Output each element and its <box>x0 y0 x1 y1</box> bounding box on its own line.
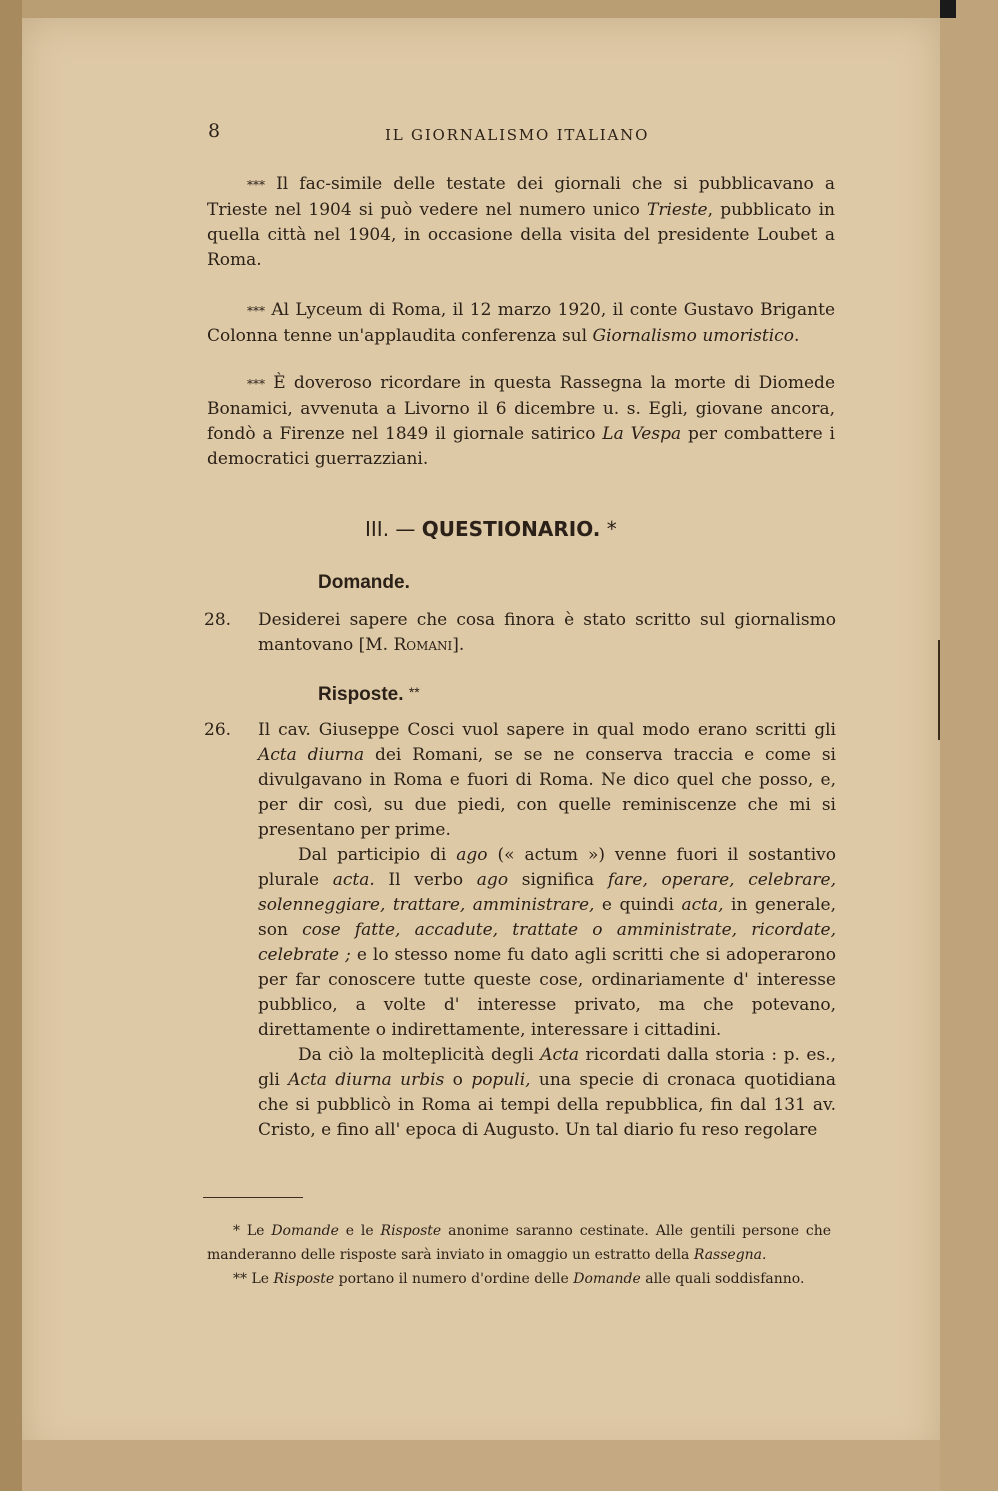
scan-edge-top <box>0 0 998 20</box>
running-title: IL GIORNALISMO ITALIANO <box>385 126 650 144</box>
domande-heading: Domande. <box>318 572 410 593</box>
paragraph-bonamici: *** È doveroso ricordare in questa Rassegna la morte di Diomede Bonamici, avvenuta a Livorno il 6 dicembre u. s. Egli, giovane ancora, fondò a Firenze nel 1849 il giornale satirico La Vespa per combattere i democratici guerrazziani. <box>207 373 836 469</box>
page-number: 8 <box>208 120 221 142</box>
section-heading: III. — QUESTIONARIO. * <box>365 517 617 541</box>
paragraph-lyceum: *** Al Lyceum di Roma, il 12 marzo 1920, il conte Gustavo Brigante Colonna tenne un'applaudita conferenza sul Giornalismo umoristico. <box>207 300 836 346</box>
asterism: * <box>247 377 253 391</box>
answer-26: 26. Il cav. Giuseppe Cosci vuol sapere in qual modo erano scritti gli Acta diurna dei Romani, se se ne conserva traccia e come si divulgavano in Roma e fuori di Roma. Ne dico quel che posso, e, per dir così, su due piedi, con quelle reminiscenze che mi si presentano per prime. Dal participio di ago (« actum ») venne fuori il sostantivo plurale acta. Il verbo ago significa fare, operare, celebrare, solenneggiare, trattare, amministrare, e quindi acta, in generale, son cose fatte, accadute, trattate o amministrate, ricordate, celebrate ; e lo stesso nome fu dato agli scritti che si adoperarono per far conoscere tutte queste cose, ordinariamente d' interesse pubblico, a volte d' interesse privato, ma che potevano, direttamente o indirettamente, interessare i cittadini. Da ciò la molteplicità degli Acta ricordati dalla storia : p. es., gli Acta diurna urbis o populi, una specie di cronaca quotidiana che si pubblicò in Roma ai tempi della repubblica, fin dal 131 av. Cristo, e fino all' epoca di Augusto. Un tal diario fu reso regolare <box>204 720 837 1140</box>
item-number: 26. <box>204 720 232 740</box>
footnote-1: * Le Domande e le Risposte anonime saranno cestinate. Alle gentili persone che manderanno delle risposte sarà inviato in omaggio un estratto della Rassegna. <box>207 1223 831 1263</box>
binding-edge <box>938 640 948 740</box>
corner-mark <box>940 0 956 18</box>
scan-edge-left <box>0 0 22 1491</box>
paragraph-trieste: *** Il fac-simile delle testate dei giornali che si pubblicavano a Trieste nel 1904 si può vedere nel numero unico Trieste, pubblicato in quella città nel 1904, in occasione della visita del presidente Loubet a Roma. <box>207 174 835 270</box>
item-number: 28. <box>204 610 232 630</box>
asterism: * <box>247 304 253 318</box>
scan-edge-right <box>940 0 998 1491</box>
footnote-2: ** Le Risposte portano il numero d'ordine delle Domande alle quali soddisfanno. <box>233 1271 805 1287</box>
asterism: * <box>247 178 253 192</box>
question-28: 28. Desiderei sapere che cosa finora è stato scritto sul giornalismo mantovano [M. Romani]. <box>204 610 836 655</box>
risposte-heading: Risposte. ** <box>318 684 420 705</box>
footnote-rule <box>203 1197 303 1198</box>
scan-edge-bottom <box>22 1440 940 1491</box>
